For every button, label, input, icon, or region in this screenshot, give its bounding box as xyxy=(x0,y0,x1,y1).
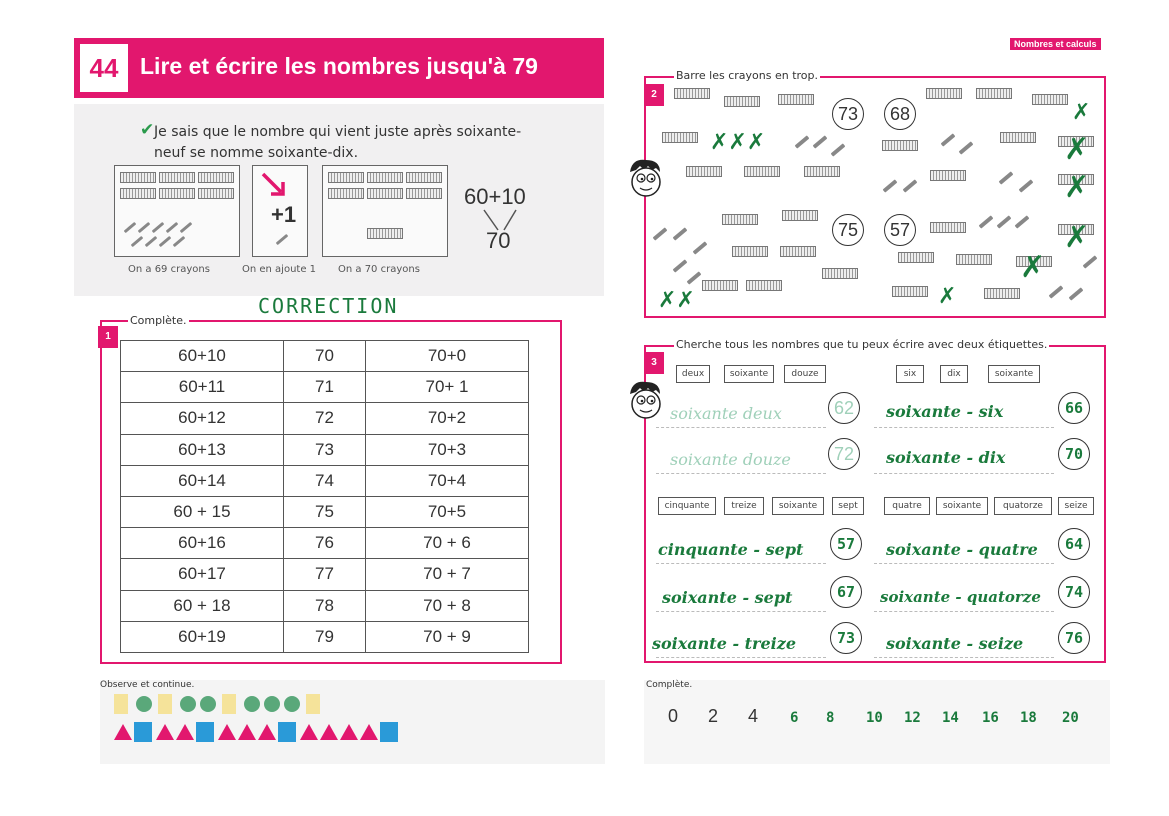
pattern-triangle xyxy=(156,724,174,740)
word-tag: soixante xyxy=(988,365,1040,383)
crayon-pack xyxy=(686,166,722,177)
word-tag: douze xyxy=(784,365,826,383)
crayon-pack xyxy=(822,268,858,279)
table-cell-answer[interactable]: 70 + 9 xyxy=(366,621,529,652)
pattern-blue-square xyxy=(278,722,296,742)
table-cell: 60+14 xyxy=(121,465,284,496)
table-cell: 60+16 xyxy=(121,528,284,559)
sequence-answer[interactable]: 6 xyxy=(790,710,799,726)
table-row xyxy=(121,341,529,372)
pattern-triangle xyxy=(114,724,132,740)
exercise-3-label: Cherche tous les nombres que tu peux écrire avec deux étiquettes. xyxy=(676,338,1048,351)
pattern-square xyxy=(114,694,128,714)
caption-add-one: On en ajoute 1 xyxy=(242,264,317,275)
answer-number-circle: 76 xyxy=(1058,622,1090,654)
crayon-pack xyxy=(662,132,698,143)
sequence-answer[interactable]: 14 xyxy=(942,710,959,726)
pattern-triangle xyxy=(218,724,236,740)
pattern-circle xyxy=(264,696,280,712)
answer-text: soixante - treize xyxy=(652,634,796,653)
intro-text: Je sais que le nombre qui vient juste après soixante-neuf se nomme soixante-dix. xyxy=(154,124,522,161)
table-cell: 70+2 xyxy=(366,403,529,434)
table-cell: 70+4 xyxy=(366,465,529,496)
answer-text: soixante - six xyxy=(886,402,1004,421)
table-cell: 60+11 xyxy=(121,372,284,403)
table-row xyxy=(121,465,529,496)
crayon-pack xyxy=(892,286,928,297)
complete-strip xyxy=(644,680,1110,764)
answer-text: soixante deux xyxy=(670,404,782,423)
answer-text: soixante - dix xyxy=(886,448,1006,467)
cross-mark: ✗✗✗ xyxy=(710,130,766,155)
character-face-icon xyxy=(622,376,668,422)
answer-text: soixante - quatorze xyxy=(880,588,1041,606)
answer-text: soixante douze xyxy=(670,450,791,469)
crayon-pack xyxy=(780,246,816,257)
table-cell-answer[interactable]: 74 xyxy=(284,465,366,496)
table-row xyxy=(121,528,529,559)
crayon-pack xyxy=(1032,94,1068,105)
pattern-square xyxy=(306,694,320,714)
answer-number-circle: 67 xyxy=(830,576,862,608)
caption-70-crayons: On a 70 crayons xyxy=(338,264,420,275)
pattern-triangle xyxy=(300,724,318,740)
arrow-icon xyxy=(259,170,289,200)
decomposition-bottom: 70 xyxy=(486,228,511,253)
table-cell: 78 xyxy=(284,590,366,621)
crayon-pack xyxy=(746,280,782,291)
table-row xyxy=(121,496,529,527)
table-cell: 70+3 xyxy=(366,434,529,465)
answer-number-circle: 57 xyxy=(830,528,862,560)
table-cell: 60+13 xyxy=(121,434,284,465)
cross-mark: ✗ xyxy=(1072,100,1091,125)
crayon-pack xyxy=(930,222,966,233)
table-cell-answer[interactable]: 73 xyxy=(284,434,366,465)
pattern-square xyxy=(158,694,172,714)
table-row xyxy=(121,372,529,403)
cross-mark: ✗ xyxy=(938,284,957,309)
exercise-1-number: 1 xyxy=(98,326,118,348)
crayon-pack xyxy=(674,88,710,99)
exercise-3-number: 3 xyxy=(644,352,664,374)
pattern-triangle xyxy=(360,724,378,740)
table-cell-answer[interactable]: 79 xyxy=(284,621,366,652)
correction-label: CORRECTION xyxy=(258,294,399,318)
pattern-circle xyxy=(180,696,196,712)
table-cell: 71 xyxy=(284,372,366,403)
crayon-pack xyxy=(898,252,934,263)
table-cell: 75 xyxy=(284,496,366,527)
character-face-icon xyxy=(622,154,668,200)
answer-number-circle: 66 xyxy=(1058,392,1090,424)
crayon-pack xyxy=(930,170,966,181)
word-tag: dix xyxy=(940,365,968,383)
crayon-pack xyxy=(732,246,768,257)
observe-strip xyxy=(100,680,605,764)
answer-number-circle: 64 xyxy=(1058,528,1090,560)
writing-line xyxy=(656,426,826,428)
table-cell-answer[interactable]: 60 + 18 xyxy=(121,590,284,621)
illustration-69-crayons xyxy=(114,165,240,257)
sequence-number: 2 xyxy=(708,706,719,726)
sequence-answer[interactable]: 10 xyxy=(866,710,883,726)
table-cell-answer[interactable]: 77 xyxy=(284,559,366,590)
sequence-answer[interactable]: 12 xyxy=(904,710,921,726)
word-tag: quatre xyxy=(884,497,930,515)
crayon-pack xyxy=(956,254,992,265)
table-cell-answer[interactable]: 60 + 15 xyxy=(121,496,284,527)
word-tag: soixante xyxy=(724,365,774,383)
illustration-plus-one xyxy=(252,165,308,257)
pattern-triangle xyxy=(320,724,338,740)
sequence-answer[interactable]: 20 xyxy=(1062,710,1079,726)
table-row xyxy=(121,434,529,465)
word-tag: treize xyxy=(724,497,764,515)
crayon-pack xyxy=(702,280,738,291)
table-cell: 70+0 xyxy=(366,341,529,372)
exercise-1-label: Complète. xyxy=(130,314,187,327)
table-cell-answer[interactable]: 70 + 6 xyxy=(366,528,529,559)
table-row xyxy=(121,621,529,652)
table-row xyxy=(121,559,529,590)
cross-mark: ✗ xyxy=(1064,170,1090,205)
table-cell-answer[interactable]: 76 xyxy=(284,528,366,559)
word-tag: cinquante xyxy=(658,497,716,515)
sum-table xyxy=(120,340,529,653)
cross-mark: ✗✗ xyxy=(658,288,695,313)
writing-line xyxy=(656,472,826,474)
title-bar xyxy=(74,38,604,98)
pattern-blue-square xyxy=(380,722,398,742)
complete-label: Complète. xyxy=(646,680,693,690)
number-circle: 57 xyxy=(884,214,916,246)
writing-line xyxy=(874,656,1054,658)
decomposition-top: 60+10 xyxy=(464,184,526,209)
sequence-number: 4 xyxy=(748,706,759,726)
pattern-triangle xyxy=(238,724,256,740)
number-circle: 68 xyxy=(884,98,916,130)
pattern-circle xyxy=(200,696,216,712)
writing-line xyxy=(656,610,826,612)
number-circle: 75 xyxy=(832,214,864,246)
pattern-blue-square xyxy=(134,722,152,742)
pattern-blue-square xyxy=(196,722,214,742)
lesson-number: 44 xyxy=(80,44,128,92)
pattern-square xyxy=(222,694,236,714)
table-cell: 60+12 xyxy=(121,403,284,434)
number-circle: 73 xyxy=(832,98,864,130)
caption-69-crayons: On a 69 crayons xyxy=(128,264,210,275)
word-tag: deux xyxy=(676,365,710,383)
word-tag: six xyxy=(896,365,924,383)
pattern-triangle xyxy=(258,724,276,740)
word-tag: seize xyxy=(1058,497,1094,515)
crayon-pack xyxy=(882,140,918,151)
crayon-pack xyxy=(724,96,760,107)
cross-mark: ✗ xyxy=(1064,220,1090,255)
exercise-2-label: Barre les crayons en trop. xyxy=(676,69,819,82)
word-tag: sept xyxy=(832,497,864,515)
table-cell: 60+19 xyxy=(121,621,284,652)
crayon-pack xyxy=(926,88,962,99)
pattern-triangle xyxy=(176,724,194,740)
plus-one-label: +1 xyxy=(271,202,297,227)
answer-number-circle: 73 xyxy=(830,622,862,654)
writing-line xyxy=(874,562,1054,564)
table-row xyxy=(121,590,529,621)
writing-line xyxy=(656,562,826,564)
table-cell: 60+17 xyxy=(121,559,284,590)
table-cell-answer[interactable]: 70 + 8 xyxy=(366,590,529,621)
exercise-2-number: 2 xyxy=(644,84,664,106)
crayon-pack xyxy=(1000,132,1036,143)
crayon-pack xyxy=(782,210,818,221)
word-tag: soixante xyxy=(772,497,824,515)
observe-label: Observe et continue. xyxy=(100,680,195,690)
pattern-triangle xyxy=(340,724,358,740)
word-tag: quatorze xyxy=(994,497,1052,515)
answer-number-circle: 62 xyxy=(828,392,860,424)
writing-line xyxy=(874,426,1054,428)
table-cell-answer[interactable]: 70+ 1 xyxy=(366,372,529,403)
crayon-pack xyxy=(984,288,1020,299)
crayon-pack xyxy=(804,166,840,177)
pattern-circle xyxy=(284,696,300,712)
crayon-pack xyxy=(722,214,758,225)
table-cell: 60+10 xyxy=(121,341,284,372)
checkmark-icon: ✔ xyxy=(140,120,155,140)
word-tag: soixante xyxy=(936,497,988,515)
answer-number-circle: 74 xyxy=(1058,576,1090,608)
crayon-pack xyxy=(744,166,780,177)
answer-number-circle: 70 xyxy=(1058,438,1090,470)
sequence-answer[interactable]: 18 xyxy=(1020,710,1037,726)
answer-text: soixante - quatre xyxy=(886,540,1038,559)
sequence-number: 0 xyxy=(668,706,679,726)
left-page xyxy=(72,36,607,766)
cross-mark: ✗ xyxy=(1020,250,1046,285)
intro-box xyxy=(74,104,604,296)
lesson-title: Lire et écrire les nombres jusqu'à 79 xyxy=(140,53,538,79)
crayon-pack xyxy=(778,94,814,105)
pattern-circle xyxy=(136,696,152,712)
answer-text: cinquante - sept xyxy=(658,540,804,559)
illustration-70-crayons xyxy=(322,165,448,257)
table-cell: 70+5 xyxy=(366,496,529,527)
pattern-circle xyxy=(244,696,260,712)
answer-text: soixante - seize xyxy=(886,634,1024,653)
table-row xyxy=(121,403,529,434)
writing-line xyxy=(874,472,1054,474)
right-page xyxy=(612,36,1112,766)
table-cell-answer[interactable]: 70 + 7 xyxy=(366,559,529,590)
sequence-answer[interactable]: 16 xyxy=(982,710,999,726)
section-tag: Nombres et calculs xyxy=(1010,38,1101,50)
writing-line xyxy=(656,656,826,658)
answer-text: soixante - sept xyxy=(662,588,793,607)
sequence-answer[interactable]: 8 xyxy=(826,710,835,726)
answer-number-circle: 72 xyxy=(828,438,860,470)
cross-mark: ✗ xyxy=(1064,132,1090,167)
table-cell: 70 xyxy=(284,341,366,372)
crayon-pack xyxy=(976,88,1012,99)
writing-line xyxy=(874,610,1054,612)
table-cell-answer[interactable]: 72 xyxy=(284,403,366,434)
